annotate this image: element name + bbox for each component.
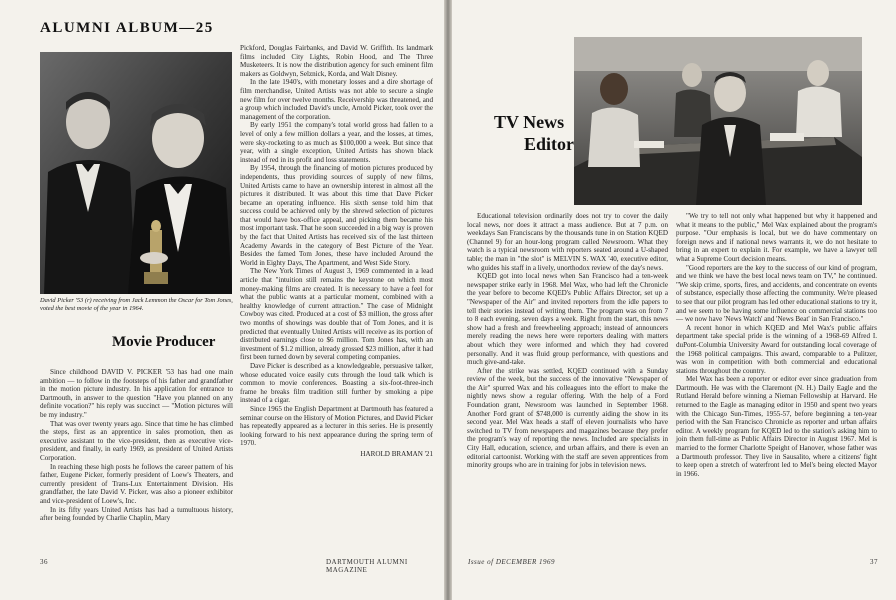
page-gutter <box>444 0 452 600</box>
right-col2-para: Mel Wax has been a reporter or editor ever since graduation from Dartmouth. He was with the Claremont (N. H.) Daily Eagle and the Rutland Herald before winning a Nieman Fellowship at Harvard. He returned to the Eagle as managing editor in 1950 and spent two years with the Chicago Sun-Times, 1955-57, before beginning a ten-year period with the San Francisco Chronicle as reporter and urban affairs editor. A weekly program for KQED led to the station's asking him to join them full-time as Public Affairs Director in August 1967. Mel is married to the former Charlotte Speight of Hanover, whose father was a Dartmouth professor. They live in Sausalito, where a citizens' fight to keep open a stretch of waterfront led to Mel's being elected Mayor in 1966. <box>676 375 877 478</box>
left-col2-para: By early 1951 the company's total world gross had fallen to a level of only a few million dollars a year, and the losses, at times, were sky-rocketing to as much as $100,000 a week. But since that year, with a single exception, United Artists has shown black instead of red in its profit and loss statements. <box>240 121 433 164</box>
right-col2-para: "Good reporters are the key to the success of our kind of program, and we think we have the best local news team on TV," he continued. "We skip crime, sports, fires, and accidents, and concentrate on events of substance, especially those affecting the community. We're pleased to see that our pilot program has led other educational stations to try it, and we seem to be having some influence on commercial stations too — we now have 'News Watch' and 'News Beat' in San Francisco." <box>676 263 877 324</box>
right-col2 <box>676 212 877 478</box>
right-col1-para: After the strike was settled, KQED continued with a Sunday review of the week, but the success of the innovative "Newspaper of the Air" spurred Wax and his colleagues into the effort to make the nightly news show a regular offering. With the help of a Ford Foundation grant, Newsroom was launched in September 1968. Another Ford grant of $748,000 is currently aiding the show in its second year. Mel Wax heads a staff of eleven journalists who have switched to TV from newspapers and magazines because they prefer the program's way of reporting the news. Included are specialists in City Hall, education, science, and urban affairs, and there is even an editorial cartoonist. Working with the staff are seven apprentices from minority groups who are in training for jobs in television news. <box>467 366 668 470</box>
right-col2-para: A recent honor in which KQED and Mel Wax's public affairs department take special pride is the winning of a 1968-69 Alfred I. duPont-Columbia University Award for outstanding local coverage of the 1968 political campaigns. This award, comparable to a Pulitzer, was won in competition with both commercial and educational stations throughout the country. <box>676 323 877 375</box>
right-col1-para: Educational television ordinarily does not try to cover the daily local news, nor does it attract a mass audience. But at 7 p.m. on weekdays San Franciscans by the thousands tune in on Station KQED (Channel 9) for an hour-long program called Newsroom. What they watch is a typical newsroom with reporters seated around a U-shaped table; the man in "the slot" is MELVIN S. WAX '40, executive editor, who guides his staff in a lively, unorthodox review of the day's news. <box>467 212 668 272</box>
tv-news-headline-line1: TV News <box>494 112 565 132</box>
issue-label: Issue of DECEMBER 1969 <box>468 558 556 566</box>
oscar-photo-illustration <box>40 52 232 294</box>
right-col1 <box>467 212 668 470</box>
left-col2-para: The New York Times of August 3, 1969 commented in a lead article that "intuition still remains the keystone on which most money-making films are created. It is necessary to have a feel for what the public wants at a particular moment, combined with a healthy knowledge of current attraction." The case of Midnight Cowboy was cited. Produced at a cost of $3 million, the gross after two months of showings was double that of Tom Jones, and it is predicted that eventually United Artists will receive as its portion of distributed earnings close to $6 million. Tom Jones has, with an investment of $1.2 million, already grossed $23 million, after it had first been turned down by several competing companies. <box>240 267 433 362</box>
left-col2 <box>240 44 433 459</box>
newsroom-photo-illustration <box>574 37 862 205</box>
oscar-photo <box>40 52 232 294</box>
photo-caption: David Picker '53 (r) receiving from Jack Lemmon the Oscar for Tom Jones, voted the best movie of the year in 1964. <box>40 297 233 312</box>
left-page <box>0 0 444 600</box>
left-col2-para: Since 1965 the English Department at Dartmouth has featured a seminar course on the History of Motion Pictures, and David Picker has repeatedly appeared as a lecturer in this series. He is presently looking forward to his next appearance during the spring term of 1970. <box>240 404 433 448</box>
right-col2-para: "We try to tell not only what happened but why it happened and what it means to the public," Mel Wax explained about the program's purpose. "Our emphasis is local, but we do have commentary on foreign news and if national news warrants it, we do not hesitate to bring in an expert to explain it. For example, we have a lawyer tell what a Supreme Court decision means. <box>676 212 877 263</box>
author-signature: HAROLD BRAMAN '21 <box>360 449 433 458</box>
tv-news-headline-line2: Editor <box>524 134 575 154</box>
right-page-number: 37 <box>870 558 878 566</box>
left-col1-para: Since childhood DAVID V. PICKER '53 has had one main ambition — to follow in the footsteps of his father and grandfather in the motion picture industry. In his application for entrance to Dartmouth, in answer to the question "Have you planned on any definite vocation?" his reply was succinct — "Motion pictures will be my industry." <box>40 368 233 419</box>
right-col1-para: KQED got into local news when San Francisco had a ten-week newspaper strike early in 1968. Mel Wax, who had left the Chronicle the year before to become KQED's Public Affairs Director, set up a "Newspaper of the Air" and invited reporters from the idle papers to tell their stories instead of writing them. The program was on from 7 to 8 each evening, seven days a week. Right from the start, this news show had a fresh and freewheeling approach; instead of announcers merely reading the news here were reporters dealing with matters about which they were informed and which they had covered personally. And it was fluid group performance, with questions and much give-and-take. <box>467 272 668 367</box>
movie-producer-headline: Movie Producer <box>112 334 216 350</box>
right-page <box>452 0 896 600</box>
left-col1 <box>40 368 233 523</box>
magazine-name: DARTMOUTH ALUMNI MAGAZINE <box>326 558 408 574</box>
left-col2-para: By 1954, through the financing of motion pictures produced by independents, thus providing sources of supply of new films, United Artists came to have an ownership interest in almost all the pictures it distributed. It was about this time that Dave Picker became an operating influence. His sixth sense told him that success could be achieved only by the shrewd selection of pictures that would have box-office appeal, and picking them became his most important task. That he soon succeeded in a big way is proven by the fact that United Artists has received six of the last thirteen Academy Awards in the category of Best Picture of the Year. Besides the famed Tom Jones, these have included Around the World in Eighty Days, The Apartment, and West Side Story. <box>240 164 433 267</box>
left-col1-para: That was over twenty years ago. Since that time he has climbed the steps, first as an apprentice in sales promotion, then as executive assistant to the vice-president, then as executive vice-president, and finally, in early 1969, as president of United Artists Corporation. <box>40 419 233 462</box>
left-page-number: 36 <box>40 558 48 566</box>
left-col2-para: Pickford, Douglas Fairbanks, and David W. Griffith. Its landmark films included City Lights, Robin Hood, and The Three Musketeers. It is now the distribution agency for such eminent film makers as Goldwyn, Selznick, Korda, and Walt Disney. <box>240 44 433 78</box>
newsroom-photo <box>574 37 862 205</box>
left-col1-para: In its fifty years United Artists has had a tumultuous history, after being founded by Charlie Chaplin, Mary <box>40 505 233 523</box>
left-col1-para: In reaching these high posts he follows the career pattern of his father, Eugene Picker, formerly president of Loew's Theaters, and currently president of Trans-Lux Entertainment Division. His grandfather, the late David V. Picker, was also a pioneer exhibitor and vice-president of Loew's, Inc. <box>40 462 233 505</box>
left-col2-para: Dave Picker is described as a knowledgeable, persuasive talker, whose educated voice easily cuts through the loud talk which is common to movie conferences. Boasting a six-foot-three-inch frame he breaks film tradition still further by smoking a pipe instead of a cigar. <box>240 361 433 405</box>
left-col2-para: In the late 1940's, with monetary losses and a dire shortage of film merchandise, United Artists was not able to secure a single new film for over twelve months. Receivership was threatened, and a group which included David's uncle, Arnold Picker, took over the management of the corporation. <box>240 78 433 121</box>
section-title: ALUMNI ALBUM—25 <box>40 20 214 36</box>
